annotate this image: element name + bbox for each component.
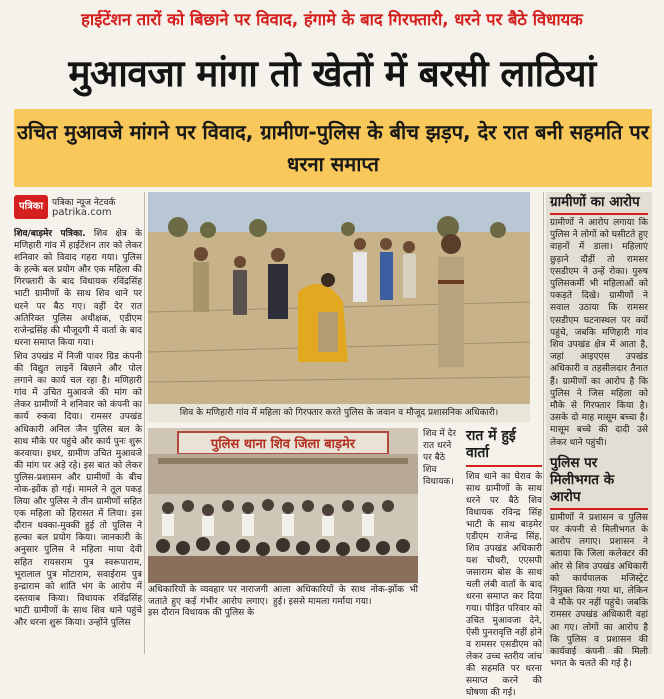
subheadline-banner: उचित मुआवजे मांगने पर विवाद, ग्रामीण-पुलिस के बीच झड़प, देर रात बनी सहमति पर धरना समाप्त	[14, 109, 652, 187]
dateline: शिव/बाड़मेर पत्रिका.	[14, 229, 86, 239]
news-agency: पत्रिका न्यूज नेटवर्क	[52, 198, 116, 208]
column-divider	[144, 192, 145, 654]
collusion-text: ग्रामीणों ने प्रशासन व पुलिस पर कंपनी से मिलीभगत के आरोप लगाए। प्रशासन ने बताया कि जिला कलेक्टर की ओर से शिव उपखंड अधिकारी को कार्यपालक मजिस्ट्रेट नियुक्त किया गया था, लेकिन वे मौके पर नहीं पहुंचे। जबकि रामसर उपखंड अधिकारी वहां आ गए। लोगों का आरोप है कि पुलिस व प्रशासन की कार्यवाई कंपनी की मिली भगत के चलते की गई है।	[550, 512, 648, 670]
photo-caption-1: शिव के मणिहारी गांव में महिला को गिरफ्तार करते पुलिस के जवान व मौजूद प्रशासनिक अधिकारी।	[148, 404, 530, 422]
patrika-logo: पत्रिका	[14, 195, 48, 219]
main-headline: मुआवजा मांगा तो खेतों में बरसी लाठियां	[68, 52, 596, 95]
police-station-illustration	[148, 428, 418, 583]
night-talks-box	[466, 428, 542, 698]
police-station-sign: पुलिस थाना शिव जिला बाड़मेर	[210, 437, 356, 452]
article-column-1	[14, 228, 142, 653]
villagers-allegation-text: ग्रामीणों ने आरोप लगाया कि पुलिस ने लोगों को घसीटते हुए वाहनों में डाला। महिलाएं छुड़ाने दौड़ीं तो रामसर एसडीएम ने उन्हें रोका। पुरुष पुलिसकर्मी भी महिलाओं को पकड़ते दिखे। ग्रामीणों ने सवाल उठाया कि रामसर एसडीएम घटनास्थल पर क्यों पहुंचे, जबकि मणिहारी गांव शिव उपखंड क्षेत्र में आता है, जहां आइएएस उपखंड अधिकारी व तहसीलदार तैनात हैं। ग्रामीणों का आरोप है कि पुलिस ने जिस महिला को मौके से गिरफ्तार किया है। उसके दो माह मासूम बच्चा है। मासूम बच्चे की दादी उसे लेकर थाने पहुंची।	[550, 218, 648, 448]
website-link[interactable]: patrika.com	[52, 207, 112, 218]
field-scene-illustration	[148, 192, 530, 404]
villagers-allegation-heading: ग्रामीणों का आरोप	[550, 194, 648, 215]
article-column-3: आला अधिकारियों के साथ नोक-झोंक भी हुई। इससे मामला गर्माया गया।	[273, 585, 418, 607]
dharna-photo	[148, 428, 418, 583]
article-paragraph-1: शिव क्षेत्र के मणिहारी गांव में हाईटेंशन तार को लेकर शनिवार को विवाद गहरा गया। पुलिस के हल्के बल प्रयोग और एक महिला की गिरफ्तारी के बाद विधायक रविंद्रसिंह भाटी ग्रामीणों के साथ शिव थाने पर धरने पर बैठ गए। वहीं देर रात अतिरिक्त पुलिस अधीक्षक, एडीएम राजेन्द्रसिंह की मौजूदगी में वार्ता के बाद धरना समाप्त किया गया।	[14, 229, 142, 348]
article-column-2: अधिकारियों के व्यवहार पर नाराजगी जताते हुए कई गंभीर आरोप लगाए। इस दौरान विधायक की पुलिस के	[148, 585, 268, 619]
night-talks-text: शिव थाने का घेराव के साथ ग्रामीणों के साथ धरने पर बैठे शिव विधायक रविन्द्र सिंह भाटी के साथ बाड़मेर एडीएम राजेन्द्र सिंह, शिव उपखंड अधिकारी यश चौधरी, एएसपी जसाराम बोस के साथ चली लंबी वार्ता के बाद धरना समाप्त कर दिया गया। पीड़ित परिवार को उचित मुआवजा देने, ऐसी पुनरावृत्ति नहीं होने व रामसर एसडीएम को लेकर उच्च स्तरीय जांच की सहमति पर धरना समाप्त करने की घोषणा की गई।	[466, 472, 542, 698]
field-scuffle-photo	[148, 192, 530, 404]
sidebar-box	[546, 192, 652, 670]
collusion-heading: पुलिस पर मिलीभगत के आरोप	[550, 455, 648, 510]
photo-caption-2: शिव में देर रात धरने पर बैठे शिव विधायक।	[423, 429, 457, 487]
article-paragraph-2: शिव उपखंड में निजी पावर ग्रिड कंपनी की विद्युत लाइनें बिछाने और पोल लगाने का कार्य चल रहा है। मणिहारी गांव में उचित मुआवजे की मांग को लेकर ग्रामीणों ने शनिवार को कंपनी का कार्य रुकवा दिया। रामसर उपखंड अधिकारी अनिल जैन पुलिस बल के साथ मौके पर पहुंचे और कार्य पुनः शुरू करवाया। इधर, ग्रामीण उचित मुआवजे की मांग पर अड़े रहे। इस बात को लेकर पुलिस-प्रशासन और ग्रामीणों के बीच नोक-झोंक हो गई। मामले ने तूल पकड़ लिया और पुलिस ने तीन ग्रामीणों सहित एक महिला को हिरासत में लिया। इस दौरान धक्का-मुक्की हुई तो पुलिस ने हल्का बल प्रयोग किया। जानकारी के अनुसार पुलिस ने महिला माया देवी सहित रायसराम पुत्र स्वरूपाराम, भूरालाल पुत्र मोटाराम, सवाईराम पुत्र इन्द्राराम को शांति भंग के आरोप में दस्तयाब किया। विधायक रविंद्रसिंह भाटी ग्रामीणों के साथ शिव थाने पहुंचे और धरना शुरू किया। उन्होंने पुलिस	[14, 351, 142, 628]
column-divider	[543, 192, 544, 654]
night-talks-heading: रात में हुई वार्ता	[466, 428, 542, 467]
kicker-headline: हाईटेंशन तारों को बिछाने पर विवाद, हंगामे के बाद गिरफ्तारी, धरने पर बैठे विधायक	[81, 10, 583, 29]
